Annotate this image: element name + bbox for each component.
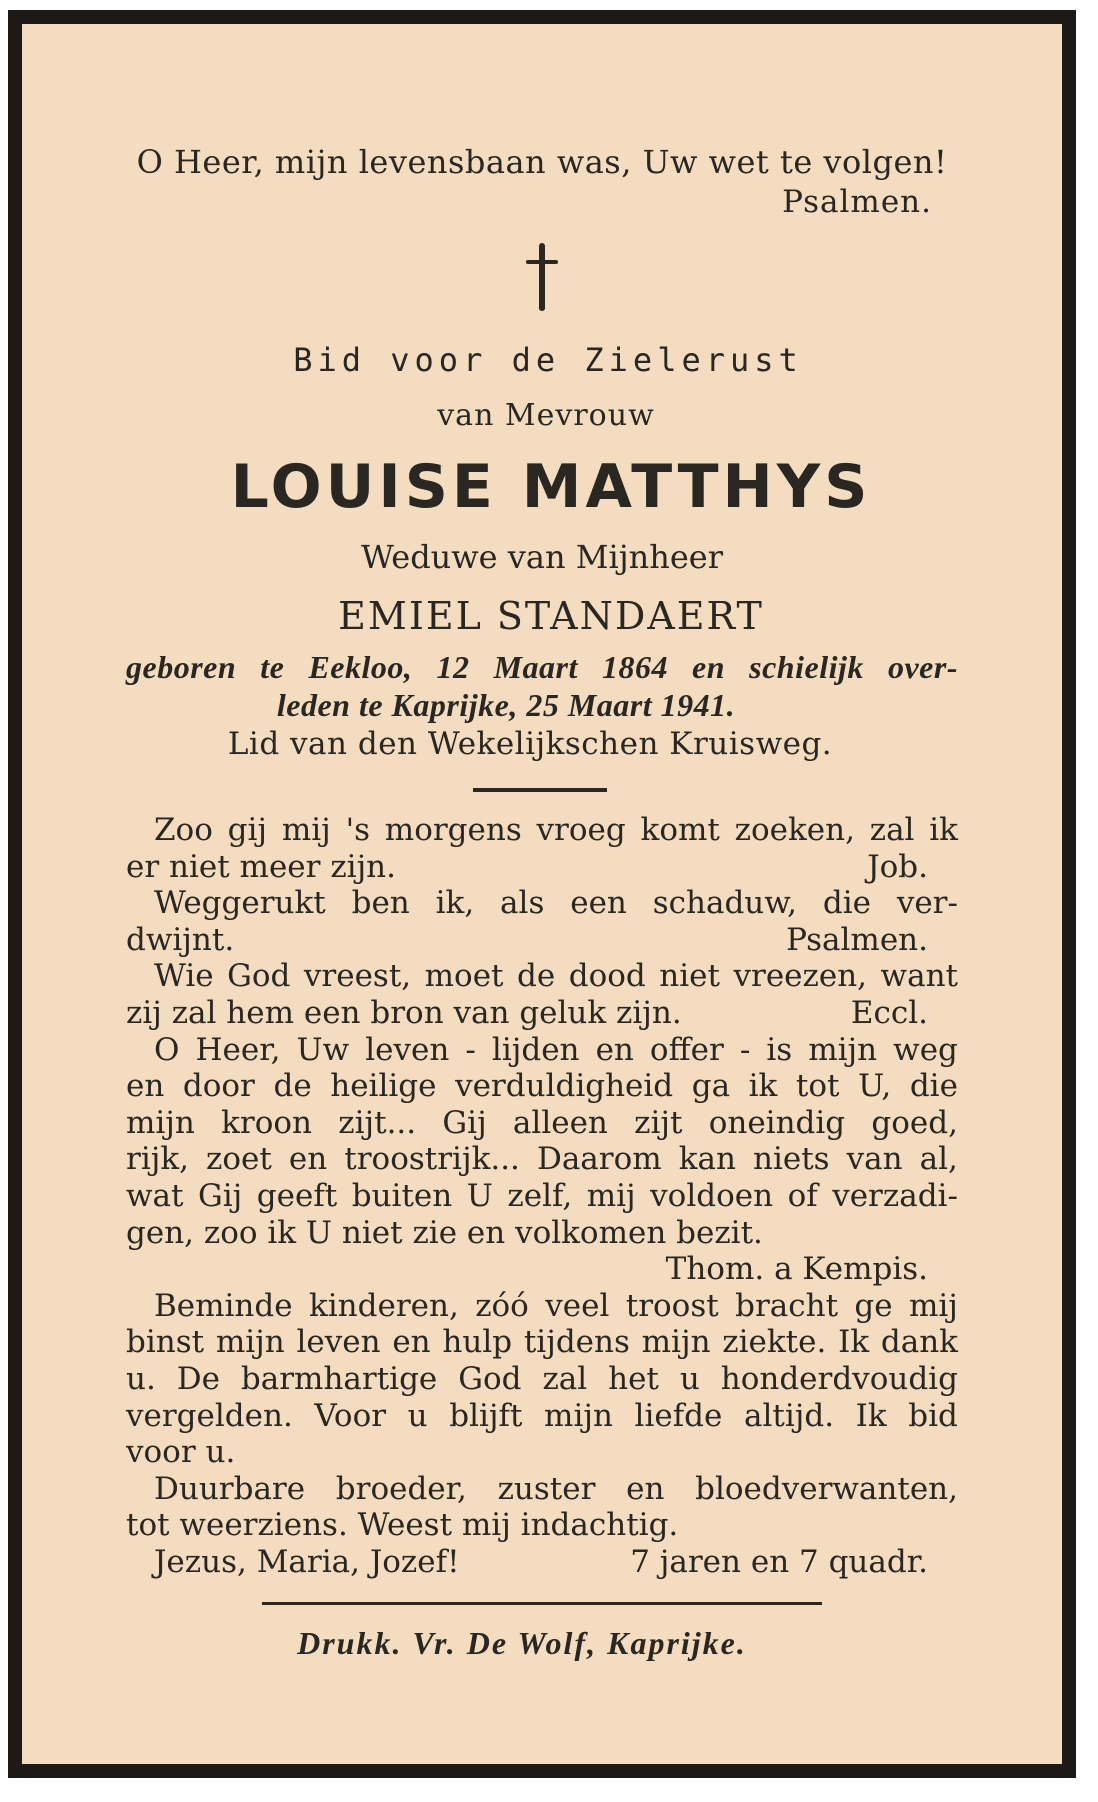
- word: 12: [436, 649, 470, 685]
- word: 1864: [601, 649, 668, 685]
- word: heilige: [330, 1068, 437, 1105]
- verse-family-line-1: [126, 1471, 958, 1508]
- cross-icon: [126, 222, 958, 332]
- word: mijn: [544, 1397, 613, 1434]
- word: want: [880, 958, 958, 995]
- printer-divider: [262, 1602, 822, 1605]
- word: zelf,: [507, 1177, 573, 1214]
- verse-eccl-line-2: [126, 995, 958, 1032]
- word: broeder,: [335, 1470, 467, 1507]
- word: die: [822, 885, 871, 922]
- word: geeft: [256, 1177, 338, 1214]
- word: bid: [908, 1397, 958, 1434]
- verse-job-text: er niet meer zijn.: [126, 848, 396, 885]
- word: Uw: [296, 1031, 350, 1068]
- word: Eekloo,: [308, 649, 413, 685]
- word: ik,: [435, 885, 475, 922]
- verse-kempis-line-2: [126, 1068, 958, 1105]
- verse-eccl-line-1: [126, 958, 958, 995]
- word: offer: [649, 1031, 724, 1068]
- word: zijt: [634, 1104, 683, 1141]
- prayer-heading: Bid voor de Zielerust: [293, 341, 803, 379]
- word: dank: [880, 1324, 958, 1361]
- word: ziekte.: [722, 1324, 827, 1361]
- word: kan: [678, 1141, 736, 1178]
- word: De: [176, 1360, 220, 1397]
- word: vreest,: [303, 958, 412, 995]
- word: blijft: [449, 1397, 523, 1434]
- word: en: [392, 1324, 431, 1361]
- word: is: [766, 1031, 793, 1068]
- printer-credit: Drukk. Vr. De Wolf, Kaprijke.: [297, 1625, 747, 1662]
- word: tot: [795, 1068, 840, 1105]
- verse-job-line-2: [126, 849, 958, 886]
- word: vreezen,: [733, 958, 868, 995]
- word: niets: [753, 1141, 830, 1178]
- word: buiten: [351, 1177, 453, 1214]
- word: door: [182, 1068, 255, 1105]
- word: oneindig: [708, 1104, 846, 1141]
- word: altijd.: [743, 1397, 835, 1434]
- word: hulp: [442, 1324, 513, 1361]
- word: ga: [691, 1068, 731, 1105]
- indulgence: 7 jaren en 7 quadr.: [630, 1543, 928, 1580]
- word: die: [909, 1068, 958, 1105]
- verses: [126, 812, 958, 1580]
- word: mij: [586, 1177, 636, 1214]
- verse-children-line-2: [126, 1324, 958, 1361]
- word: ver-: [896, 885, 958, 922]
- birth-death-line-2: leden te Kaprijke, 25 Maart 1941.: [276, 687, 736, 723]
- word: O: [154, 1031, 180, 1068]
- word: Heer,: [195, 1031, 281, 1068]
- word: de: [517, 958, 556, 995]
- verse-job-line-1: [126, 812, 958, 849]
- word: mij: [281, 812, 331, 848]
- verse-kempis-line-4: [126, 1141, 958, 1178]
- word: zijt...: [338, 1104, 417, 1141]
- verse-children-line-1: [126, 1288, 958, 1325]
- word: zuster: [497, 1470, 596, 1507]
- word: rijk,: [126, 1141, 189, 1178]
- epigraph-source: Psalmen.: [782, 184, 932, 220]
- verse-kempis-line-3: [126, 1105, 958, 1142]
- word: mijn: [126, 1104, 195, 1141]
- word: tijdens: [523, 1324, 630, 1361]
- word: 's: [345, 812, 370, 848]
- verse-eccl-source: Eccl.: [850, 994, 928, 1031]
- word: ik: [929, 812, 958, 848]
- word: mijn: [641, 1324, 711, 1361]
- verse-family-line-2: tot weerziens. Weest mij indachtig.: [126, 1507, 679, 1544]
- husband-name: EMIEL STANDAERT: [338, 594, 764, 638]
- word: u: [407, 1397, 428, 1434]
- word: te: [260, 649, 285, 685]
- memorial-card: [8, 10, 1076, 1778]
- verse-psalm-source: Psalmen.: [786, 921, 928, 958]
- word: u: [679, 1360, 700, 1397]
- verse-psalm-text: dwijnt.: [126, 921, 235, 958]
- verse-psalm-line-1: [126, 885, 958, 922]
- word: U,: [858, 1068, 892, 1105]
- verse-children-line-4: [126, 1398, 958, 1435]
- word: schielijk: [749, 649, 864, 685]
- word: de: [273, 1068, 312, 1105]
- verse-eccl-text: zij zal hem een bron van geluk zijn.: [126, 994, 682, 1031]
- word: kinderen,: [308, 1287, 459, 1324]
- word: en: [692, 649, 726, 685]
- word: morgens: [384, 812, 522, 848]
- word: ben: [351, 885, 410, 922]
- word: -: [739, 1031, 751, 1068]
- epigraph-text: O Heer, mijn levensbaan was, Uw wet te volgen!: [136, 143, 948, 181]
- word: Wie: [154, 958, 214, 995]
- word: Maart: [493, 649, 578, 685]
- word: verduldigheid: [455, 1068, 674, 1105]
- word: Duurbare: [154, 1470, 306, 1507]
- word: troostrijk...: [344, 1141, 520, 1178]
- deceased-name: LOUISE MATTHYS: [230, 452, 872, 522]
- word: kroon: [221, 1104, 313, 1141]
- word: alleen: [512, 1104, 608, 1141]
- verse-psalm-line-2: [126, 922, 958, 959]
- word: God: [227, 958, 291, 995]
- word: zoet: [206, 1141, 272, 1178]
- word: Beminde: [154, 1287, 293, 1324]
- word: verzadi-: [832, 1177, 958, 1214]
- closing-prayer: Jezus, Maria, Jozef!: [154, 1543, 460, 1580]
- word: mijn: [808, 1031, 878, 1068]
- word: bloedverwanten,: [695, 1470, 958, 1507]
- word: God: [458, 1360, 522, 1397]
- word: Zoo: [154, 812, 213, 848]
- word: van: [846, 1141, 903, 1178]
- word: zal: [869, 812, 915, 848]
- word: barmhartige: [240, 1360, 438, 1397]
- word: leven: [296, 1324, 381, 1361]
- word: binst: [126, 1324, 205, 1361]
- word: wat: [126, 1177, 184, 1214]
- verse-children-line-5: voor u.: [126, 1434, 236, 1471]
- word: lijden: [491, 1031, 580, 1068]
- word: dood: [568, 958, 646, 995]
- word: en: [288, 1141, 328, 1178]
- word: leven: [365, 1031, 450, 1068]
- verse-children-line-3: [126, 1361, 958, 1398]
- word: het: [608, 1360, 659, 1397]
- word: komt: [640, 812, 720, 848]
- widow-of: Weduwe van Mijnheer: [360, 538, 724, 576]
- word: goed,: [871, 1104, 958, 1141]
- verse-kempis-line-6: gen, zoo ik U niet zie en volkomen bezit.: [126, 1214, 763, 1251]
- word: Voor: [314, 1397, 387, 1434]
- word: voldoen: [650, 1177, 774, 1214]
- word: gij: [227, 812, 268, 848]
- card-content: [126, 142, 958, 1663]
- word: niet: [659, 958, 720, 995]
- word: moet: [424, 958, 504, 995]
- membership: Lid van den Wekelijkschen Kruisweg.: [227, 726, 833, 762]
- word: bracht: [735, 1287, 839, 1324]
- word: Weggerukt: [154, 885, 326, 922]
- word: ik: [748, 1068, 778, 1105]
- verse-job-source: Job.: [867, 848, 928, 885]
- word: en: [126, 1068, 165, 1105]
- verse-kempis-line-1: [126, 1032, 958, 1069]
- word: -: [465, 1031, 476, 1068]
- word: u.: [126, 1360, 156, 1397]
- word: zoeken,: [734, 812, 855, 848]
- word: Daarom: [536, 1141, 662, 1178]
- word: liefde: [634, 1397, 723, 1434]
- word: Ik: [855, 1397, 887, 1434]
- word: of: [787, 1177, 818, 1214]
- word: honderdvoudig: [720, 1360, 958, 1397]
- word: mijn: [215, 1324, 285, 1361]
- word: en: [595, 1031, 634, 1068]
- word: geboren: [126, 649, 237, 685]
- word: en: [626, 1470, 665, 1507]
- word: vergelden.: [126, 1397, 293, 1434]
- word: als: [500, 885, 545, 922]
- word: zóó: [475, 1287, 529, 1324]
- birth-death-line-1: [126, 648, 958, 686]
- word: veel: [545, 1287, 610, 1324]
- verse-kempis-source: Thom. a Kempis.: [665, 1251, 928, 1288]
- word: een: [570, 885, 627, 922]
- word: troost: [625, 1287, 719, 1324]
- closing-row: [126, 1544, 958, 1581]
- word: Gij: [442, 1104, 487, 1141]
- word: ge: [854, 1287, 893, 1324]
- word: U: [466, 1177, 493, 1214]
- word: al,: [919, 1141, 958, 1178]
- word: vroeg: [536, 812, 626, 848]
- word: Ik: [838, 1324, 870, 1361]
- word: weg: [893, 1031, 958, 1068]
- word: mij: [908, 1287, 958, 1324]
- word: over-: [887, 649, 958, 685]
- word: Gij: [197, 1177, 243, 1214]
- divider: [473, 788, 607, 792]
- word: schaduw,: [652, 885, 797, 922]
- word: zal: [542, 1360, 588, 1397]
- verse-kempis-line-5: [126, 1178, 958, 1215]
- of-madam: van Mevrouw: [437, 398, 655, 433]
